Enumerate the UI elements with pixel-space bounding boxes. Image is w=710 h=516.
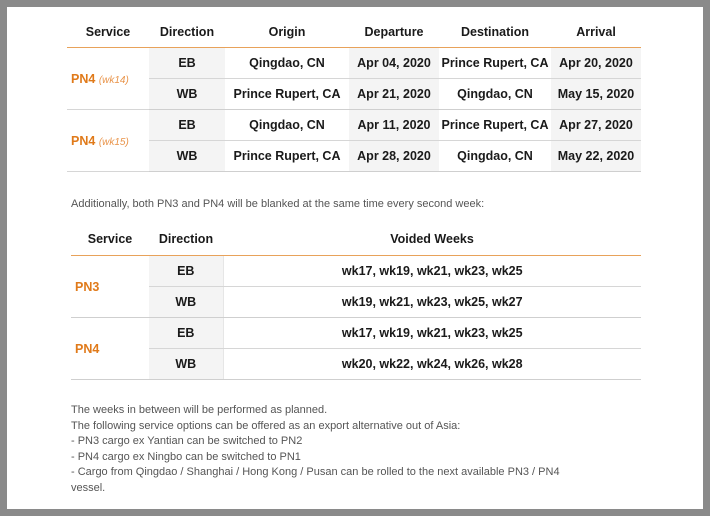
destination-cell: Prince Rupert, CA <box>439 110 551 141</box>
direction-cell: WB <box>149 141 225 172</box>
origin-cell: Qingdao, CN <box>225 110 349 141</box>
table-row <box>67 48 641 79</box>
blank-note: Additionally, both PN3 and PN4 will be blanked at the same time every second week: <box>71 198 485 210</box>
destination-cell: Qingdao, CN <box>439 141 551 172</box>
table-row <box>71 287 641 318</box>
service-name: PN4 <box>71 318 149 380</box>
note-line: The weeks in between will be performed as planned. <box>71 404 328 416</box>
departure-cell: Apr 04, 2020 <box>349 48 439 79</box>
origin-cell: Prince Rupert, CA <box>225 79 349 110</box>
table-row <box>71 256 641 287</box>
note-line: vessel. <box>71 481 106 494</box>
departure-cell: Apr 11, 2020 <box>349 110 439 141</box>
table-row <box>71 349 641 380</box>
header-origin: Origin <box>225 17 349 48</box>
schedule-header-row <box>67 17 641 48</box>
note-line: - PN4 cargo ex Ningbo can be switched to PN1 <box>71 450 301 463</box>
voided-weeks-cell: wk19, wk21, wk23, wk25, wk27 <box>223 287 641 318</box>
voided-weeks-cell: wk20, wk22, wk24, wk26, wk28 <box>223 349 641 380</box>
header-destination: Destination <box>439 17 551 48</box>
voided-weeks-table <box>71 223 641 380</box>
service-cell <box>67 110 149 172</box>
departure-cell: Apr 28, 2020 <box>349 141 439 172</box>
direction-cell: WB <box>149 287 223 318</box>
direction-cell: WB <box>149 349 223 380</box>
direction-cell: EB <box>149 256 223 287</box>
voided-weeks-cell: wk17, wk19, wk21, wk23, wk25 <box>223 256 641 287</box>
notes-block <box>71 403 641 496</box>
departure-cell: Apr 21, 2020 <box>349 79 439 110</box>
origin-cell: Prince Rupert, CA <box>225 141 349 172</box>
header-voided-weeks: Voided Weeks <box>223 223 641 256</box>
note-line: - PN3 cargo ex Yantian can be switched to PN2 <box>71 435 303 447</box>
direction-cell: EB <box>149 110 225 141</box>
arrival-cell: May 15, 2020 <box>551 79 641 110</box>
header-arrival: Arrival <box>551 17 641 48</box>
header-service: Service <box>71 223 149 256</box>
direction-cell: EB <box>149 318 223 349</box>
arrival-cell: Apr 27, 2020 <box>551 110 641 141</box>
service-name: PN3 <box>71 256 149 318</box>
service-week: (wk15) <box>98 136 129 148</box>
voided-header-row <box>71 223 641 256</box>
arrival-cell: May 22, 2020 <box>551 141 641 172</box>
header-departure: Departure <box>349 17 439 48</box>
service-week: (wk14) <box>98 74 129 86</box>
header-direction: Direction <box>149 223 223 256</box>
voided-weeks-cell: wk17, wk19, wk21, wk23, wk25 <box>223 318 641 349</box>
direction-cell: EB <box>149 48 225 79</box>
table-row <box>71 318 641 349</box>
origin-cell: Qingdao, CN <box>225 48 349 79</box>
service-name: PN4 <box>71 71 96 86</box>
schedule-table <box>67 17 641 172</box>
arrival-cell: Apr 20, 2020 <box>551 48 641 79</box>
table-row <box>67 141 641 172</box>
header-service: Service <box>67 17 149 48</box>
note-line: The following service options can be offered as an export alternative out of Asia: <box>71 419 461 432</box>
direction-cell: WB <box>149 79 225 110</box>
destination-cell: Qingdao, CN <box>439 79 551 110</box>
note-line: - Cargo from Qingdao / Shanghai / Hong Kong / Pusan can be rolled to the next available PN3 / PN4 <box>71 466 560 478</box>
destination-cell: Prince Rupert, CA <box>439 48 551 79</box>
service-cell <box>67 48 149 110</box>
table-row <box>67 110 641 141</box>
service-name: PN4 <box>71 133 96 148</box>
header-direction: Direction <box>149 17 225 48</box>
table-row <box>67 79 641 110</box>
